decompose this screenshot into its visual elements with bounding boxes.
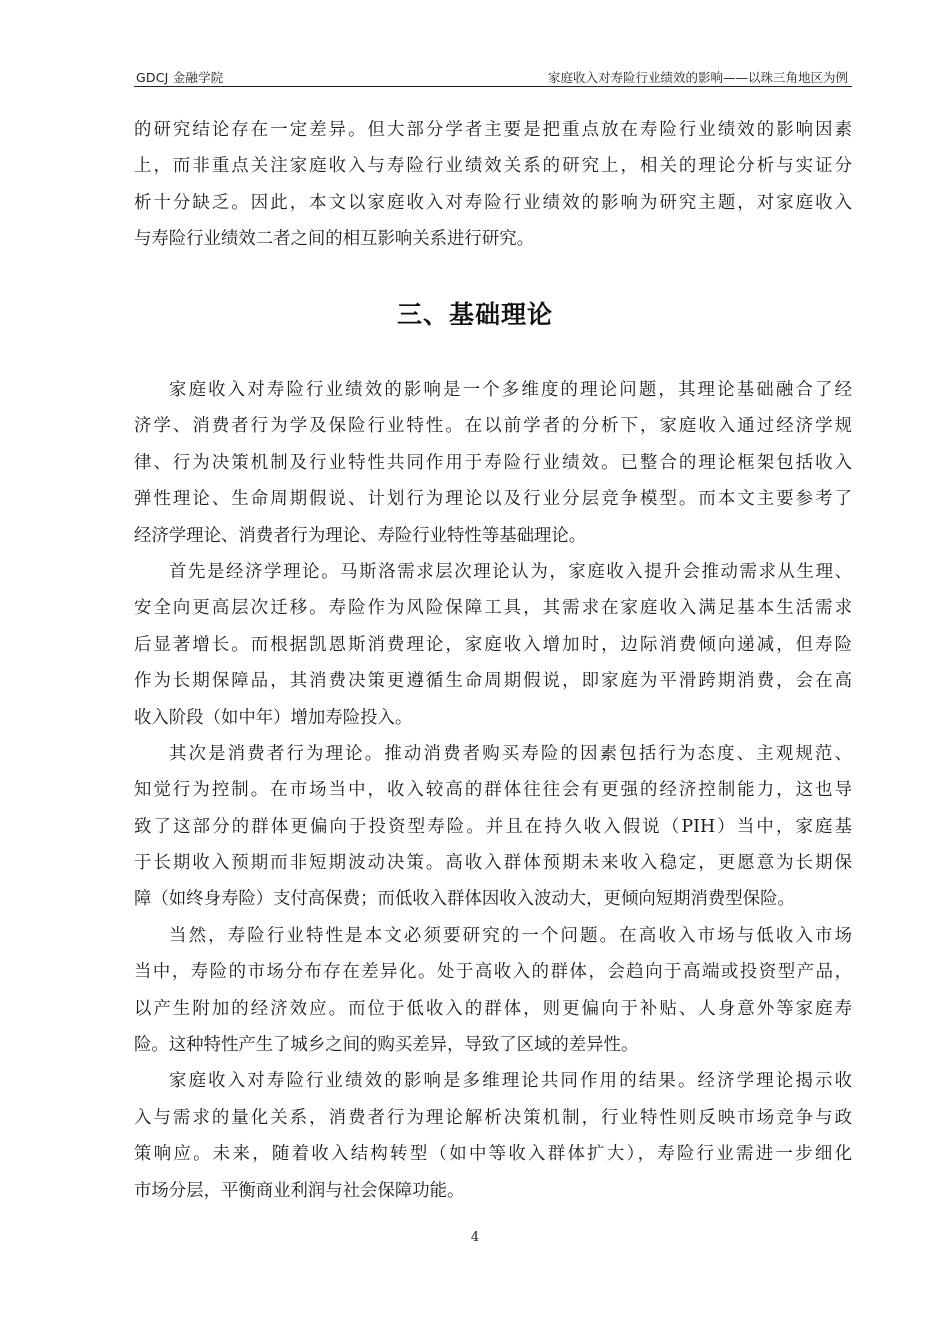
text-line: 障（如终身寿险）支付高保费；而低收入群体因收入波动大，更倾向短期消费型保险。 [134,889,795,910]
text-line: 以产生附加的经济效应。而位于低收入的群体，则更偏向于补贴、人身意外等家庭寿 [134,998,852,1019]
header-institution: GDCJ 金融学院 [136,70,224,85]
text-line: 策响应。未来，随着收入结构转型（如中等收入群体扩大），寿险行业需进一步细化 [134,1144,852,1165]
text-line: 首先是经济学理论。马斯洛需求层次理论认为，家庭收入提升会推动需求从生理、 [169,561,852,582]
text-line: 安全向更高层次迁移。寿险作为风险保障工具，其需求在家庭收入满足基本生活需求 [134,598,852,619]
paragraph-1 [134,372,852,554]
page-header [134,68,852,87]
text-line: 市场分层，平衡商业利润与社会保障功能。 [134,1180,465,1201]
text-line: 致了这部分的群体更偏向于投资型寿险。并且在持久收入假说（PIH）当中，家庭基 [134,816,852,837]
text-line: 于长期收入预期而非短期波动决策。高收入群体预期未来收入稳定，更愿意为长期保 [134,853,852,874]
paragraph-3 [134,736,852,918]
text-line: 当中，寿险的市场分布存在差异化。处于高收入的群体，会趋向于高端或投资型产品， [134,962,852,983]
text-line: 其次是消费者行为理论。推动消费者购买寿险的因素包括行为态度、主观规范、 [169,743,852,764]
text-line: 知觉行为控制。在市场当中，收入较高的群体往往会有更强的经济控制能力，这也导 [134,780,852,801]
section-heading: 三、基础理论 [396,300,553,329]
intro-paragraph [134,112,852,258]
text-line: 上，而非重点关注家庭收入与寿险行业绩效关系的研究上，相关的理论分析与实证分 [134,156,852,177]
text-line: 当然，寿险行业特性是本文必须要研究的一个问题。在高收入市场与低收入市场 [169,925,852,946]
section-body [134,372,852,1209]
text-line: 家庭收入对寿险行业绩效的影响是多维理论共同作用的结果。经济学理论揭示收 [169,1071,852,1092]
text-line: 律、行为决策机制及行业特性共同作用于寿险行业绩效。已整合的理论框架包括收入 [134,452,852,473]
text-line: 收入阶段（如中年）增加寿险投入。 [134,707,413,728]
paragraph-5 [134,1063,852,1209]
page-number: 4 [470,1230,480,1245]
paragraph-4 [134,918,852,1064]
text-line: 险。这种特性产生了城乡之间的购买差异，导致了区域的差异性。 [134,1035,639,1056]
text-line: 析十分缺乏。因此，本文以家庭收入对寿险行业绩效的影响为研究主题，对家庭收入 [134,192,852,213]
text-line: 作为长期保障品，其消费决策更遵循生命周期假说，即家庭为平滑跨期消费，会在高 [134,671,852,692]
text-line: 家庭收入对寿险行业绩效的影响是一个多维度的理论问题，其理论基础融合了经 [169,380,852,400]
text-line: 经济学理论、消费者行为理论、寿险行业特性等基础理论。 [134,525,587,546]
text-line: 与寿险行业绩效二者之间的相互影响关系进行研究。 [134,229,534,250]
text-line: 后显著增长。而根据凯恩斯消费理论，家庭收入增加时，边际消费倾向递减，但寿险 [134,634,852,655]
text-line: 弹性理论、生命周期假说、计划行为理论以及行业分层竞争模型。而本文主要参考了 [134,489,852,510]
text-line: 的研究结论存在一定差异。但大部分学者主要是把重点放在寿险行业绩效的影响因素 [134,120,852,140]
paragraph-2 [134,554,852,736]
text-line: 济学、消费者行为学及保险行业特性。在以前学者的分析下，家庭收入通过经济学规 [134,416,852,437]
header-paper-title: 家庭收入对寿险行业绩效的影响——以珠三角地区为例 [547,70,848,85]
text-line: 入与需求的量化关系，消费者行为理论解析决策机制，行业特性则反映市场竞争与政 [134,1107,852,1128]
